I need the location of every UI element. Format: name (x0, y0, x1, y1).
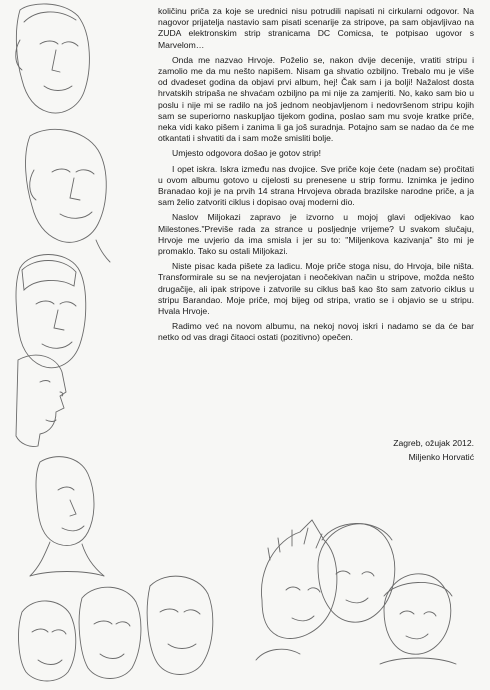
paragraph: Umjesto odgovora došao je gotov strip! (172, 148, 322, 159)
sketch-face-bottom-2 (79, 587, 141, 678)
signoff (300, 437, 474, 465)
sketch-face-bald (26, 129, 110, 262)
sketch-face-bottom-3 (147, 576, 213, 674)
paragraph: Naslov Miljokazi zapravo je izvorno u mojoj glavi odjekivao kao Milestones."Previše rada za strance u posljednje vrijeme? U svakom slučaju, Hrvoje me uvjerio da ima smisla i jer su to: "Miljenkova kazivanja" što mi je promaklo. Tako su ostali Miljokazi. (158, 212, 474, 257)
afterword-text (158, 6, 474, 348)
paragraph: količinu priča za koje se urednici nisu potrudili napisati ni cirkularni odgovor. Na nagovor prijatelja nastavio sam pisati scenarije za stripove, pa sam objavljivao na ZUDA elektronskim strip stranicama DC Comicsa, te potpisao ugovor s Marvelom… (158, 6, 474, 50)
sketch-face-shaved (30, 457, 104, 576)
sketch-tribal-head-3 (380, 574, 456, 664)
sketch-face-top (16, 4, 90, 113)
sketch-tribal-head-1 (256, 520, 337, 660)
sketch-face-profile (16, 355, 66, 446)
sketch-face-dark-hair (16, 255, 86, 368)
sketch-tribal-head-2 (318, 523, 395, 622)
paragraph: I opet iskra. Iskra između nas dvojice. Sve priče koje ćete (nadam se) pročitati u ovom albumu gotovo u cijelosti su prenesene u strip formu. Iznimka je jedino Branadao koji je na prvih 14 strana Hrvojeva obrada brazilske narodne priče, a ja sam želio zatvoriti ciklus i dopisao ovaj moderni dio. (158, 163, 474, 208)
paragraph: Niste pisac kada pišete za ladicu. Moje priče stoga nisu, do Hrvoja, bile ništa. Transformirale su se na nevjerojatan i neočekivan način u stripove, možda nešto drugačije, ali ipak stripove i zatvorile su ciklus baš kao što sam zatvorio ciklus u stripu Barandao. Moje priče, moj bijeg od stripa, vratio se i objavio se u stripu. Hvala Hrvoje. (158, 261, 474, 317)
paragraph: Radimo već na novom albumu, na nekoj novoj iskri i nadamo se da će bar netko od vas dragi čitaoci ostati (pozitivno) opečen. (158, 321, 474, 343)
place-date: Zagreb, ožujak 2012. (393, 438, 474, 448)
author-name: Miljenko Horvatić (408, 452, 474, 462)
sketch-face-bottom-1 (19, 601, 76, 681)
paragraph: Onda me nazvao Hrvoje. Poželio se, nakon dvije decenije, vratiti stripu i zamolio me da mu nešto napišem. Nisam ga shvatio ozbiljno. Trebalo mu je više od dvadeset godina da objavi prvi album, hej! Čak sam i ja bolji! Nažalost dosta hrvatskih stripaša ne shvaćam ozbiljno pa mi nije za zamjeriti. No, kako sam bio u poslu i nije mi se radilo na još jednom neobjavljenom i nedovršenom stripu kojih sam se superiorno naskupljao tijekom godina, poslao sam mu svoje kratke priče, neka vidi kako pišem i zanima li ga još suradnja. Potajno sam se nadao da će me otkantati i shvatiti da i sam može smisliti bolje. (158, 54, 474, 144)
